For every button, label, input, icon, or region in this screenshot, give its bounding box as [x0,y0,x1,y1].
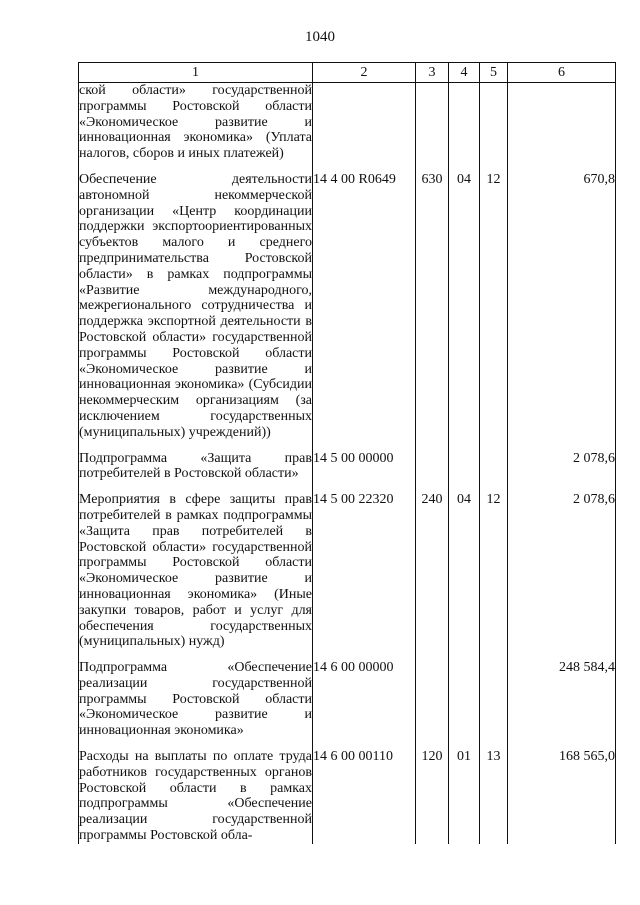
subsection-code [480,83,508,162]
target-article-code: 14 6 00 00000 [313,660,416,739]
column-header-4: 4 [449,63,480,83]
row-description: Подпрограмма «Обеспечение реализации государственной программы Ростовской области «Экономическое развитие и инновационная экономика» [79,660,312,739]
section-code: 04 [449,172,480,441]
expense-type-code: 240 [416,492,449,650]
subsection-code [480,660,508,739]
page-number: 1040 [305,29,335,45]
table-row [79,660,616,739]
target-article-code: 14 4 00 R0649 [313,172,416,441]
table-row [79,451,616,483]
section-code [449,83,480,162]
table-row [79,492,616,650]
row-spacer [79,482,616,492]
target-article-code: 14 5 00 00000 [313,451,416,483]
subsection-code: 13 [480,749,508,844]
table-row [79,172,616,441]
column-header-2: 2 [313,63,416,83]
row-description: Обеспечение деятельности автономной некоммерческой организации «Центр координации поддержки экспортоориентированных субъектов малого и среднего предпринимательства Ростовской области» в рамках подпрограммы «Развитие международного, межрегионального сотрудничества и поддержка экспортной деятельности в Ростовской области» государственной программы Ростовской области «Экономическое развитие и инновационная экономика» (Субсидии некоммерческим организациям (за исключением государственных (муниципальных) учреждений)) [79,171,312,440]
expense-type-code [416,451,449,483]
subsection-code: 12 [480,172,508,441]
column-header-6: 6 [508,63,616,83]
target-article-code: 14 5 00 22320 [313,492,416,650]
amount: 248 584,4 [508,660,616,739]
row-spacer [79,441,616,451]
amount: 168 565,0 [508,749,616,844]
target-article-code: 14 6 00 00110 [313,749,416,844]
target-article-code [313,83,416,162]
row-description: Подпрограмма «Защита прав потребителей в Ростовской области» [79,450,312,482]
row-spacer [79,739,616,749]
row-spacer [79,162,616,172]
section-code: 01 [449,749,480,844]
row-description: Мероприятия в сфере защиты прав потребителей в рамках подпрограммы «Защита прав потребителей в Ростовской области» государственной программы Ростовской области «Экономическое развитие и инновационная экономика» (Иные закупки товаров, работ и услуг для обеспечения государственных (муниципальных) нужд) [79,492,312,650]
expense-type-code: 630 [416,172,449,441]
table-row [79,83,616,162]
row-description: Расходы на выплаты по оплате труда работников государственных органов Ростовской области в рамках подпрограммы «Обеспечение реализации государственной программы Ростовской обла- [79,749,312,844]
table-row [79,749,616,844]
column-header-5: 5 [480,63,508,83]
subsection-code [480,451,508,483]
amount: 2 078,6 [508,451,616,483]
subsection-code: 12 [480,492,508,650]
column-header-1: 1 [79,63,313,83]
amount [508,83,616,162]
expense-type-code [416,83,449,162]
header-row [79,63,616,83]
row-description: ской области» государственной программы Ростовской области «Экономическое развитие и инновационная экономика» (Уплата налогов, сборов и иных платежей) [79,83,312,162]
section-code [449,451,480,483]
section-code [449,660,480,739]
budget-table [78,62,616,844]
row-spacer [79,650,616,660]
amount: 670,8 [508,172,616,441]
expense-type-code [416,660,449,739]
column-header-3: 3 [416,63,449,83]
expense-type-code: 120 [416,749,449,844]
amount: 2 078,6 [508,492,616,650]
section-code: 04 [449,492,480,650]
